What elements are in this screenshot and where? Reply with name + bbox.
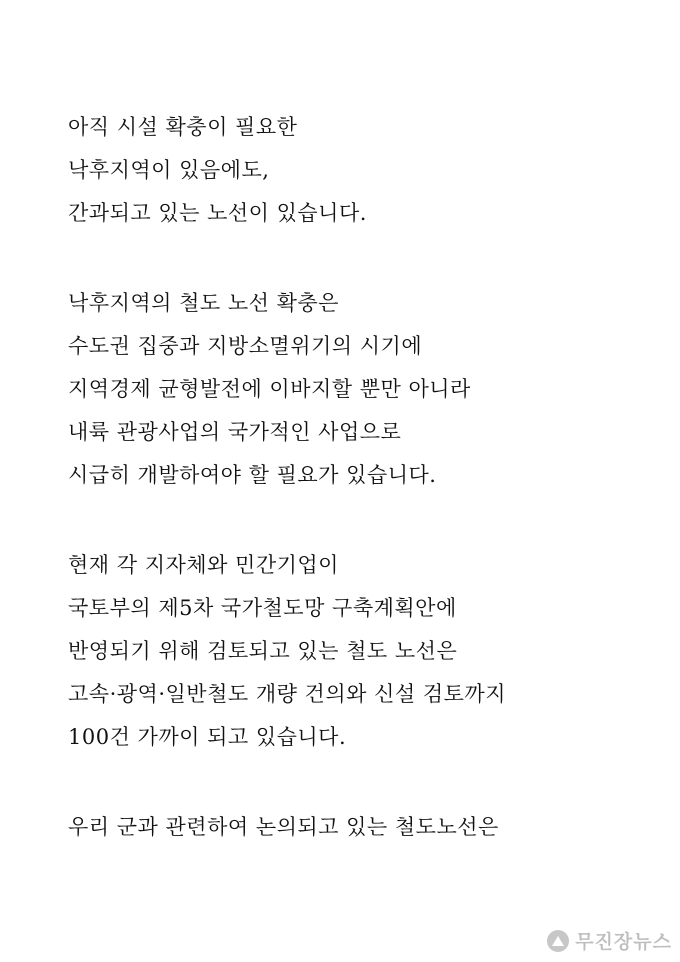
text-line: 고속·광역·일반철도 개량 건의와 신설 검토까지 [68,682,506,707]
text-line: 시급히 개발하여야 할 필요가 있습니다. [68,463,437,488]
text-line: 현재 각 지자체와 민간기업이 [68,552,339,577]
text-line: 수도권 집중과 지방소멸위기의 시기에 [68,333,423,358]
watermark [547,927,672,954]
text-line: 내륙 관광사업의 국가적인 사업으로 [68,420,402,445]
text-line: 낙후지역의 철도 노선 확충은 [68,290,339,315]
watermark-text: 무진장뉴스 [575,931,672,953]
text-line: 아직 시설 확충이 필요한 [68,115,298,139]
text-line: 간과되고 있는 노선이 있습니다. [68,201,367,226]
text-line: 100건 가까이 되고 있습니다. [68,725,347,750]
text-line: 반영되기 위해 검토되고 있는 철도 노선은 [68,639,458,664]
paragraph-1 [68,106,668,236]
text-line: 낙후지역이 있음에도, [68,158,270,183]
text-line: 우리 군과 관련하여 논의되고 있는 철도노선은 [68,814,499,839]
paragraph-3 [68,544,668,760]
mountain-logo-icon [547,930,569,952]
paragraph-2 [68,282,668,498]
text-line: 지역경제 균형발전에 이바지할 뿐만 아니라 [68,377,471,402]
paragraph-4 [68,806,668,849]
document-body [68,106,668,849]
text-line: 국토부의 제5차 국가철도망 구축계획안에 [68,595,457,620]
